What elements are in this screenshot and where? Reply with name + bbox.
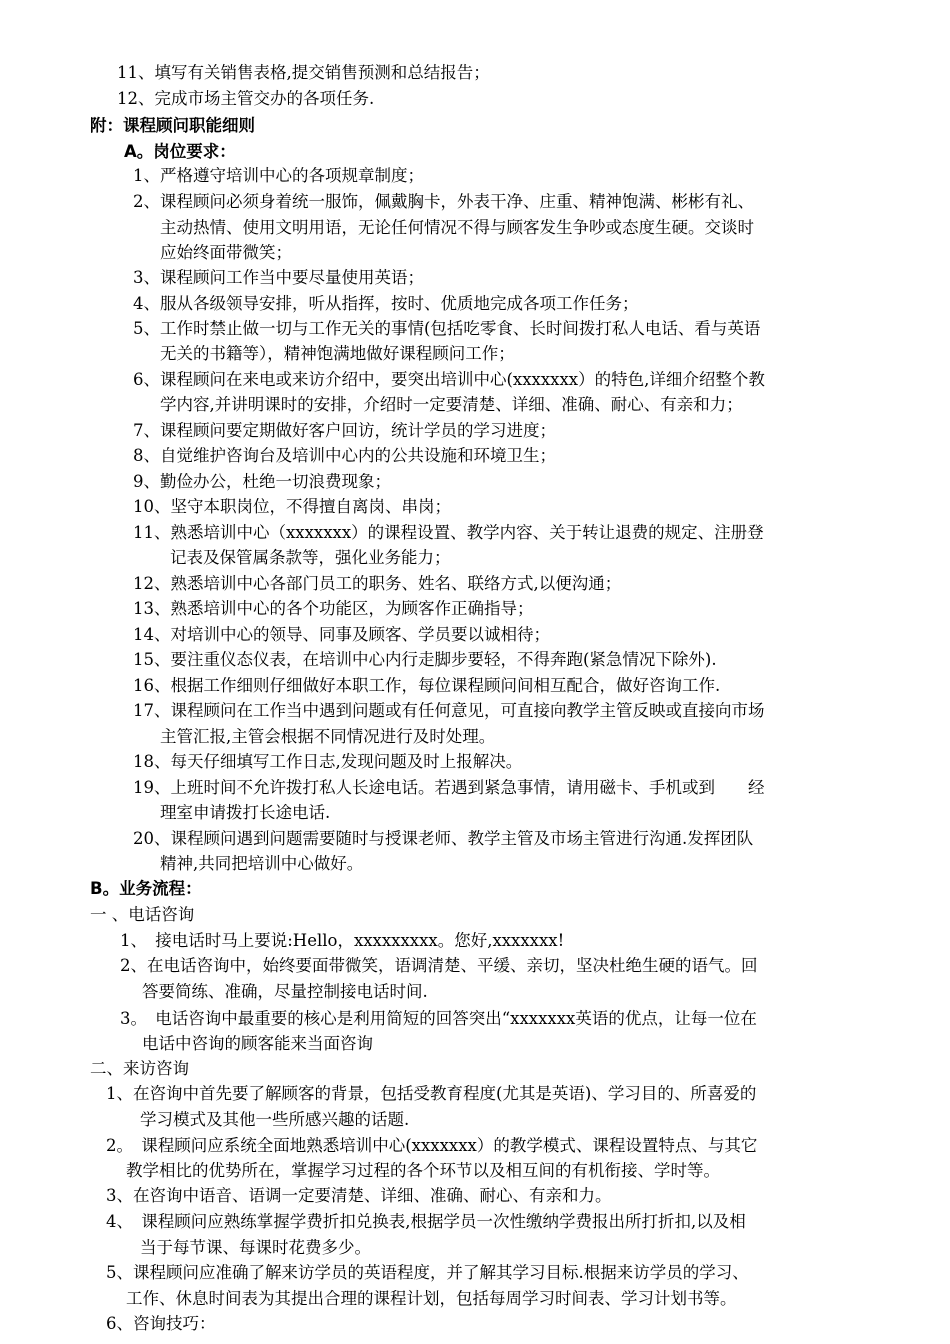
text-line: 4、 课程顾问应熟练掌握学费折扣兑换表,根据学员一次性缴纳学费报出所打折扣,以及相 — [106, 1212, 746, 1231]
section-heading: B。业务流程： — [90, 879, 202, 898]
text-line: 学内容,并讲明课时的安排，介绍时一定要清楚、详细、准确、耐心、有亲和力； — [160, 395, 743, 414]
text-line: 17、课程顾问在工作当中遇到问题或有任何意见，可直接向教学主管反映或直接向市场 — [133, 701, 765, 720]
text-line: 16、根据工作细则仔细做好本职工作，每位课程顾问间相互配合，做好咨询工作. — [133, 676, 721, 695]
text-line: 2、在电话咨询中，始终要面带微笑，语调清楚、平缓、亲切，坚决杜绝生硬的语气。回 — [120, 956, 758, 975]
text-line: 12、熟悉培训中心各部门员工的职务、姓名、联络方式,以便沟通； — [133, 574, 622, 593]
text-line: 1、在咨询中首先要了解顾客的背景，包括受教育程度(尤其是英语)、学习目的、所喜爱的 — [106, 1084, 757, 1103]
text-line: 3、课程顾问工作当中要尽量使用英语； — [133, 268, 424, 287]
text-line: 理室申请拨打长途电话. — [160, 803, 331, 822]
text-line: 主动热情、使用文明用语，无论任何情况不得与顾客发生争吵或态度生硬。交谈时 — [160, 218, 754, 237]
text-line: 当于每节课、每课时花费多少。 — [140, 1238, 371, 1257]
text-line: 12、完成市场主管交办的各项任务. — [117, 89, 375, 108]
text-line: 教学相比的优势所在，掌握学习过程的各个环节以及相互间的有机衔接、学时等。 — [126, 1161, 720, 1180]
text-line: 15、要注重仪态仪表，在培训中心内行走脚步要轻，不得奔跑(紧急情况下除外). — [133, 650, 717, 669]
text-line: 3、在咨询中语音、语调一定要清楚、详细、准确、耐心、有亲和力。 — [106, 1186, 612, 1205]
section-heading: A。岗位要求： — [124, 142, 236, 161]
text-line: 5、课程顾问应准确了解来访学员的英语程度，并了解其学习目标.根据来访学员的学习、 — [106, 1263, 749, 1282]
text-line: 11、熟悉培训中心（xxxxxxx）的课程设置、教学内容、关于转让退费的规定、注册登 — [133, 523, 764, 542]
text-line: 14、对培训中心的领导、同事及顾客、学员要以诚相待； — [133, 625, 550, 644]
text-line: 4、服从各级领导安排，听从指挥，按时、优质地完成各项工作任务； — [133, 294, 639, 313]
text-line: 无关的书籍等），精神饱满地做好课程顾问工作； — [160, 344, 515, 363]
text-line: 6、课程顾问在来电或来访介绍中，要突出培训中心(xxxxxxx）的特色,详细介绍整个教 — [133, 370, 765, 389]
text-line: 19、上班时间不允许拨打私人长途电话。若遇到紧急事情，请用磁卡、手机或到 经 — [133, 778, 765, 797]
text-line: 7、课程顾问要定期做好客户回访，统计学员的学习进度； — [133, 421, 556, 440]
text-line: 应始终面带微笑； — [160, 243, 292, 262]
text-line: 1、 接电话时马上要说:Hello，xxxxxxxxx。您好,xxxxxxx! — [120, 931, 565, 950]
text-line: 精神,共同把培训中心做好。 — [160, 854, 364, 873]
text-line: 6、咨询技巧： — [106, 1314, 216, 1333]
text-line: 5、工作时禁止做一切与工作无关的事情(包括吃零食、长时间拨打私人电话、看与英语 — [133, 319, 761, 338]
text-line: 1、严格遵守培训中心的各项规章制度； — [133, 166, 424, 185]
text-line: 电话中咨询的顾客能来当面咨询 — [142, 1034, 373, 1053]
section-heading: 附：课程顾问职能细则 — [90, 116, 255, 135]
text-line: 9、勤俭办公，杜绝一切浪费现象； — [133, 472, 391, 491]
text-line: 2、课程顾问必须身着统一服饰，佩戴胸卡，外表干净、庄重、精神饱满、彬彬有礼、 — [133, 192, 754, 211]
text-line: 20、课程顾问遇到问题需要随时与授课老师、教学主管及市场主管进行沟通.发挥团队 — [133, 829, 754, 848]
text-line: 10、坚守本职岗位，不得擅自离岗、串岗； — [133, 497, 451, 516]
text-line: 记表及保管属条款等，强化业务能力； — [170, 548, 451, 567]
text-line: 2。 课程顾问应系统全面地熟悉培训中心(xxxxxxx）的教学模式、课程设置特点、与其它 — [106, 1136, 758, 1155]
text-line: 工作、休息时间表为其提出合理的课程计划，包括每周学习时间表、学习计划书等。 — [126, 1289, 737, 1308]
text-line: 一 、电话咨询 — [90, 905, 195, 924]
text-line: 13、熟悉培训中心的各个功能区，为顾客作正确指导； — [133, 599, 534, 618]
text-line: 学习模式及其他一些所感兴趣的话题. — [140, 1110, 410, 1129]
text-line: 3。 电话咨询中最重要的核心是利用简短的回答突出“xxxxxxx英语的优点，让每一位在 — [120, 1009, 757, 1028]
text-line: 答要简练、准确，尽量控制接电话时间. — [142, 982, 428, 1001]
text-line: 18、每天仔细填写工作日志,发现问题及时上报解决。 — [133, 752, 523, 771]
text-line: 8、自觉维护咨询台及培训中心内的公共设施和环境卫生； — [133, 446, 556, 465]
text-line: 11、填写有关销售表格,提交销售预测和总结报告； — [117, 63, 490, 82]
text-line: 主管汇报,主管会根据不同情况进行及时处理。 — [160, 727, 496, 746]
text-line: 二、来访咨询 — [90, 1059, 189, 1078]
